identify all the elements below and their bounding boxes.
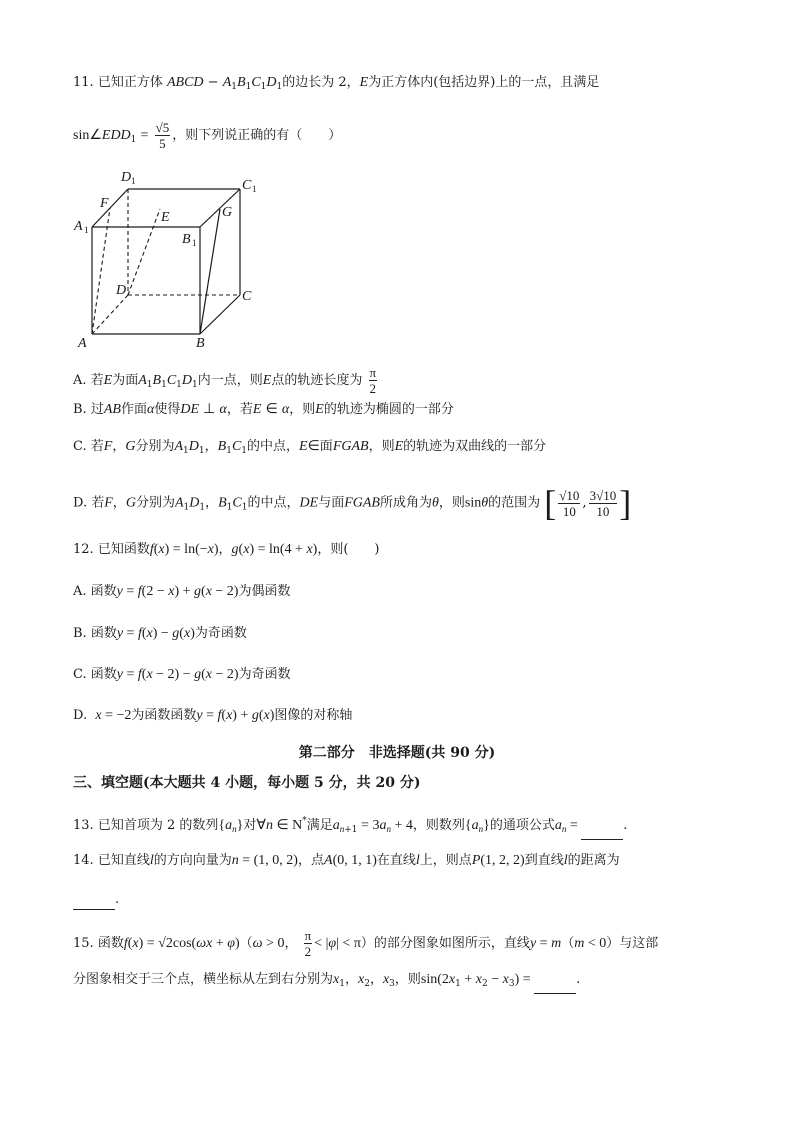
q11-option-d: D. 若F，G分别为$A_1D_1$，$B_1C_1$的中点，DE与面FGAB所成角为θ，则sinθ的范围为 [ $\frac{√10}{10}$ , $\frac{3√10}{10}$ ] [73, 483, 632, 523]
edge-B1C1 [200, 189, 240, 227]
pi-over-2-b: $\frac{\pi}{2}$ [304, 928, 312, 959]
q11-text: 已知正方体 [97, 75, 163, 90]
q12-option-a: A. 函数y = f(2 − x) + g(x − 2)为偶函数 [73, 584, 291, 599]
svg-text:1: 1 [84, 225, 89, 235]
q15-line2: 分图象相交于三个点，横坐标从左到右分别为$x_1$，$x_2$，$x_3$，则$\sin(2x_1 + x_2 - x_3)$ = . [73, 970, 580, 994]
edge-AD [92, 295, 128, 334]
label-E: E [161, 210, 170, 225]
q11-option-a: A. 若E为面$A_1B_1C_1D_1$内一点，则E点的轨迹长度为 $\frac{\pi}{2}$ [73, 365, 377, 396]
sqrt5-over-5: $\frac{√5}{5}$ [155, 120, 170, 151]
q13: 13. 已知首项为 2 的数列$\{a_n\}$对∀n ∈ N*满足$a_{n+1} = 3a_n + 4$，则数列$\{a_n\}$的通项公式$a_n$ = . [73, 811, 627, 840]
cube-figure [72, 163, 272, 353]
svg-text:1: 1 [131, 176, 136, 186]
q11-number: 11. [73, 75, 94, 90]
q11-option-b: B. 过AB作面α使得DE ⊥ α，若E ∈ α，则E的轨迹为椭圆的一部分 [73, 402, 454, 417]
label-F: F [100, 196, 109, 211]
label-A: A [78, 336, 87, 351]
q14-answer-line: . [73, 890, 119, 910]
label-B1: B [182, 232, 191, 247]
svg-text:1: 1 [252, 184, 257, 194]
label-C1: C [242, 178, 252, 193]
q15-answer-blank[interactable] [534, 979, 576, 994]
pi-over-2: $\frac{\pi}{2}$ [369, 365, 377, 396]
label-B: B [196, 336, 205, 351]
q12-option-c: C. 函数y = f(x − 2) − g(x − 2)为奇函数 [73, 667, 291, 682]
sqrt10-over-10: $\frac{√10}{10}$ [559, 487, 580, 519]
q13-answer-blank[interactable] [581, 825, 623, 840]
section3-heading: 三、填空题(本大题共 4 小题，每小题 5 分，共 20 分) [73, 775, 421, 791]
edge-BG [200, 209, 220, 334]
segment-DE [128, 209, 160, 295]
q14: 14. 已知直线l的方向向量为n = (1, 0, 2)，点A(0, 1, 1)在直线l上，则点P(1, 2, 2)到直线l的距离为 [73, 853, 620, 868]
q12-option-b: B. 函数y = f(x) − g(x)为奇函数 [73, 626, 247, 641]
label-D1: D [121, 170, 132, 185]
q14-answer-blank[interactable] [73, 895, 115, 910]
q11-stem-line1: 11. 已知正方体 ABCD − $A_1B_1C_1D_1$的边长为 2，E为正方体内(包括边界)上的一点，且满足 [73, 75, 600, 92]
label-C: C [242, 289, 252, 304]
q12-stem: 12. 已知函数f(x) = ln(−x)，g(x) = ln(4 + x)，则( ) [73, 542, 380, 557]
q11-option-c: C. 若F，G分别为$A_1D_1$，$B_1C_1$的中点，E∈面FGAB，则E的轨迹为双曲线的一部分 [73, 439, 547, 456]
edge-BC [200, 295, 240, 334]
part2-heading: 第二部分 非选择题(共 90 分) [298, 745, 496, 761]
label-A1: A [74, 219, 83, 234]
q15-line1: 15. 函数f(x) = √2cos(ωx + φ)（ω > 0， $\frac{\pi}{2}$ < |φ| < π）的部分图象如图所示，直线y = m（m < 0）与这部 [73, 928, 659, 959]
label-G: G [222, 205, 233, 220]
q12-option-d: D. x = −2为函数函数y = f(x) + g(x)图像的对称轴 [73, 708, 353, 723]
q11-stem-line2: $\sin\angle EDD_1$ = $\frac{√5}{5}$ ，则下列说正确的有（ ） [73, 120, 342, 151]
svg-text:1: 1 [192, 238, 197, 248]
3sqrt10-over-10: $\frac{3√10}{10}$ [589, 487, 617, 519]
label-D: D [116, 283, 127, 298]
